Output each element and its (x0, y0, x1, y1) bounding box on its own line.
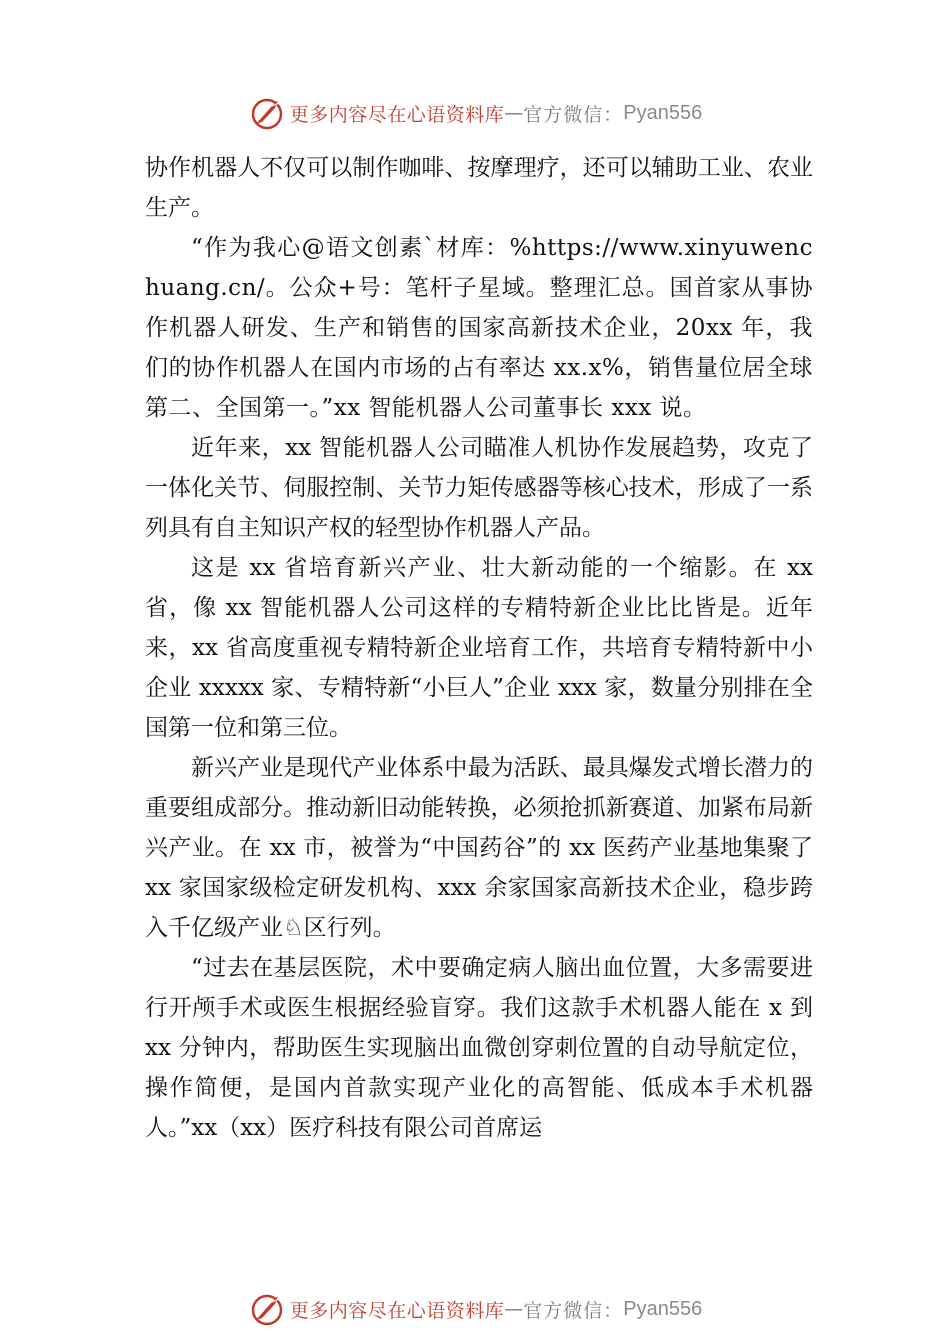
quill-logo-icon (248, 1290, 286, 1328)
banner-wechat-id: Pyan556 (623, 1297, 703, 1320)
paragraph-5: 新兴产业是现代产业体系中最为活跃、最具爆发式增长潜力的重要组成部分。推动新旧动能转换，必须抢抓新赛道、加紧布局新兴产业。在 xx 市，被誉为“中国药谷”的 xx 医药产业基地集聚了 xx 家国家级检定研发机构、xxx 余家国家高新技术企业，稳步跨入千亿级产业♘区行列。 (145, 755, 813, 941)
banner-wechat-id: Pyan556 (623, 101, 703, 124)
footer-banner (0, 1289, 950, 1329)
banner-wechat-label: 官方微信： (523, 1299, 624, 1322)
header-banner (0, 93, 950, 133)
quill-logo-icon (248, 94, 286, 132)
banner-title: 更多内容尽在心语资料库 (289, 1299, 505, 1322)
paragraph-2: “作为我心@语文创素`材库：%https://www.xinyuwenchuang.cn/。公众+号：笔杆子星域。整理汇总。国首家从事协作机器人研发、生产和销售的国家高新技术企业，20xx 年，我们的协作机器人在国内市场的占有率达 xx.x%，销售量位居全球第二、全国第一。”xx 智能机器人公司董事长 xxx 说。 (145, 235, 813, 421)
paragraph-6: “过去在基层医院，术中要确定病人脑出血位置，大多需要进行开颅手术或医生根据经验盲穿。我们这款手术机器人能在 x 到 xx 分钟内，帮助医生实现脑出血微创穿刺位置的自动导航定位，操作简便，是国内首款实现产业化的高智能、低成本手术机器人。”xx（xx）医疗科技有限公司首席运 (145, 955, 813, 1141)
document-body (145, 148, 813, 1148)
banner-wechat-label: 官方微信： (523, 103, 624, 126)
paragraph-1: 协作机器人不仅可以制作咖啡、按摩理疗，还可以辅助工业、农业生产。 (145, 155, 813, 221)
banner-separator: — (504, 102, 524, 124)
banner-separator: — (504, 1298, 524, 1320)
banner-title: 更多内容尽在心语资料库 (289, 103, 505, 126)
paragraph-3: 近年来，xx 智能机器人公司瞄准人机协作发展趋势，攻克了一体化关节、伺服控制、关节力矩传感器等核心技术，形成了一系列具有自主知识产权的轻型协作机器人产品。 (145, 435, 813, 541)
paragraph-4: 这是 xx 省培育新兴产业、壮大新动能的一个缩影。在 xx 省，像 xx 智能机器人公司这样的专精特新企业比比皆是。近年来，xx 省高度重视专精特新企业培育工作，共培育专精特新中小企业 xxxxx 家、专精特新“小巨人”企业 xxx 家，数量分别排在全国第一位和第三位。 (145, 555, 813, 741)
